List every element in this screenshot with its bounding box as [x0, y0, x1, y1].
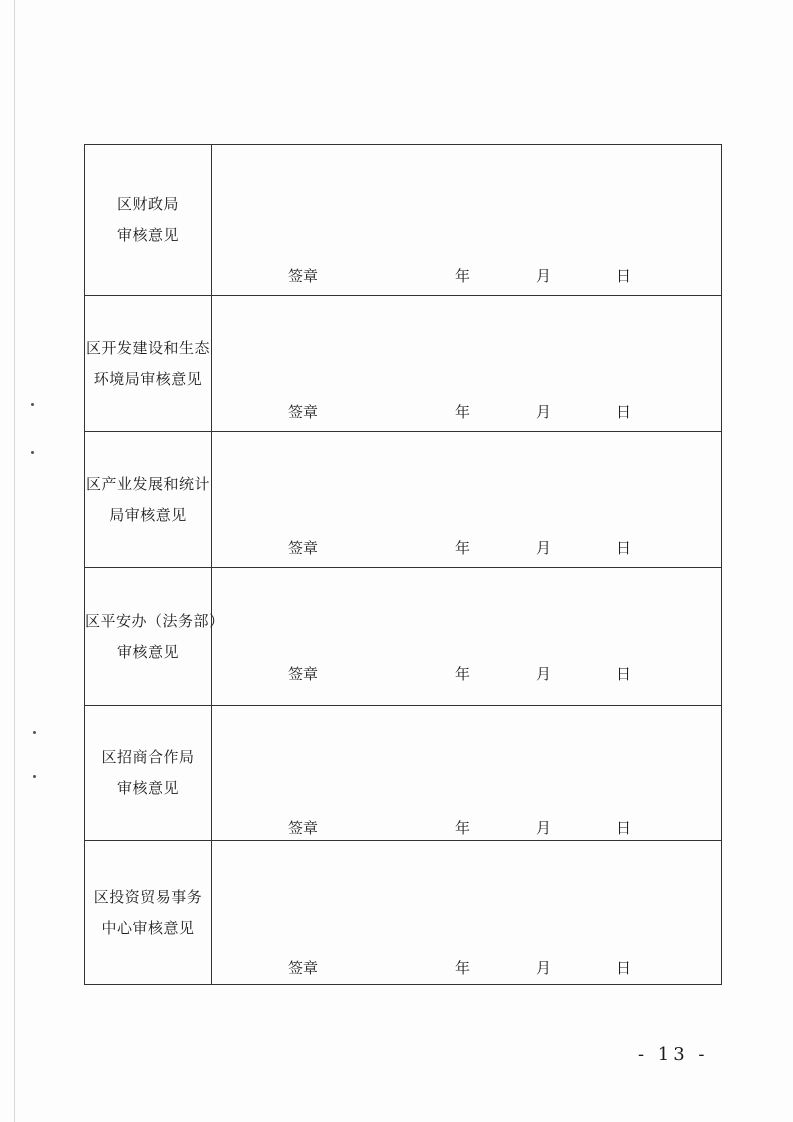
dept-label-line: 审核意见	[116, 226, 179, 244]
month-label: 月	[536, 665, 552, 683]
review-row-investment-trade-center	[85, 841, 722, 985]
dept-cell	[85, 706, 212, 841]
signature-line	[212, 663, 721, 683]
dept-label-line: 区投资贸易事务	[93, 887, 203, 906]
month-label: 月	[536, 267, 552, 285]
seal-label: 签章	[288, 539, 319, 557]
seal-label: 签章	[288, 819, 319, 837]
seal-label: 签章	[288, 665, 319, 683]
opinion-cell[interactable]	[212, 706, 722, 841]
dept-label-line: 区财政局	[116, 195, 179, 213]
opinion-cell[interactable]	[212, 145, 722, 296]
year-label: 年	[455, 665, 471, 683]
day-label: 日	[616, 959, 632, 977]
review-row-safety-legal	[85, 568, 722, 706]
dept-label-line: 区产业发展和统计	[85, 474, 210, 493]
dept-label-line: 区开发建设和生态	[85, 338, 210, 357]
day-label: 日	[616, 403, 632, 421]
dept-label-line: 区招商合作局	[101, 748, 195, 766]
dept-cell	[85, 145, 212, 296]
signature-line	[212, 265, 721, 285]
dept-cell	[85, 568, 225, 706]
signature-line	[212, 957, 721, 977]
year-label: 年	[455, 959, 471, 977]
opinion-cell[interactable]	[212, 296, 722, 432]
day-label: 日	[616, 267, 632, 285]
scan-speck	[31, 403, 34, 406]
year-label: 年	[455, 539, 471, 557]
day-label: 日	[616, 665, 632, 683]
month-label: 月	[536, 403, 552, 421]
month-label: 月	[536, 959, 552, 977]
day-label: 日	[616, 819, 632, 837]
seal-label: 签章	[288, 959, 319, 977]
signature-line	[212, 537, 721, 557]
dept-label-line: 审核意见	[116, 779, 179, 797]
seal-label: 签章	[288, 403, 319, 421]
dept-label-line: 审核意见	[116, 642, 179, 661]
opinion-cell[interactable]	[212, 841, 722, 985]
scan-speck	[33, 775, 36, 778]
dept-label-line: 局审核意见	[109, 505, 187, 524]
year-label: 年	[455, 267, 471, 285]
dept-cell	[85, 841, 212, 985]
scan-speck	[31, 451, 34, 454]
opinion-cell[interactable]	[212, 432, 722, 568]
year-label: 年	[455, 819, 471, 837]
signature-line	[212, 401, 721, 421]
dept-cell	[85, 296, 212, 432]
dept-label-line: 中心审核意见	[101, 918, 195, 937]
page-edge-line	[14, 0, 15, 1122]
dept-label-line: 区平安办（法务部）	[85, 611, 225, 630]
page-number: - 13 -	[638, 1044, 709, 1065]
dept-label-line: 环境局审核意见	[93, 369, 203, 388]
review-row-finance	[85, 145, 722, 296]
review-row-development-ecology	[85, 296, 722, 432]
scan-speck	[33, 731, 36, 734]
month-label: 月	[536, 539, 552, 557]
review-row-industry-statistics	[85, 432, 722, 568]
month-label: 月	[536, 819, 552, 837]
signature-line	[212, 817, 721, 837]
opinion-cell[interactable]	[212, 568, 722, 706]
seal-label: 签章	[288, 267, 319, 285]
dept-cell	[85, 432, 212, 568]
day-label: 日	[616, 539, 632, 557]
review-opinion-table	[84, 144, 722, 985]
year-label: 年	[455, 403, 471, 421]
review-row-investment-promotion	[85, 706, 722, 841]
